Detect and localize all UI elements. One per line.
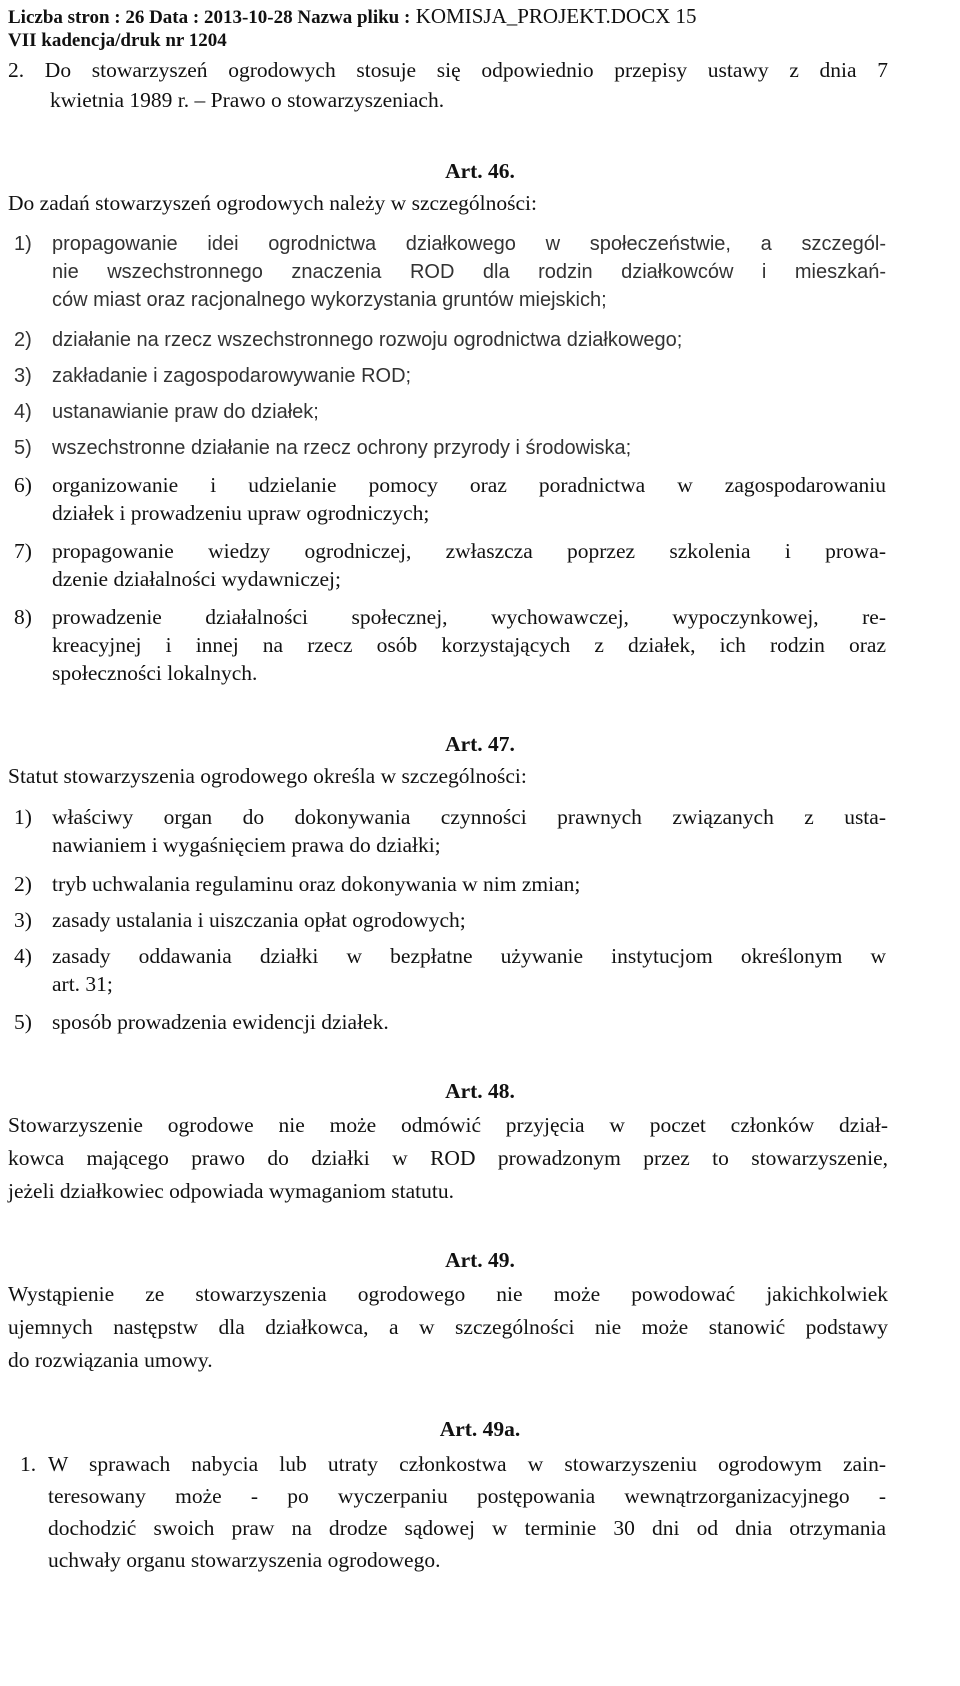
item-line: W sprawach nabycia lub utraty członkostwa w stowarzyszeniu ogrodowym zain- (48, 1452, 886, 1476)
article-46-title: Art. 46. (445, 159, 515, 183)
item-number: 1) (14, 233, 32, 255)
article-49a-point-1 (20, 1448, 886, 1576)
item-line: zasady oddawania działki w bezpłatne używanie instytucjom określonym w (52, 944, 886, 968)
item-number: 2) (14, 329, 32, 351)
item-number: 3) (14, 908, 32, 932)
item-line: tryb uchwalania regulaminu oraz dokonywania w nim zmian; (52, 872, 581, 896)
article-47-item-3 (14, 906, 886, 934)
item-number: 5) (14, 437, 32, 459)
article-49-line-2: ujemnych następstw dla działkowca, a w szczególności nie może stanowić podstawy (8, 1315, 888, 1339)
item-line: prowadzenie działalności społecznej, wychowawczej, wypoczynkowej, re- (52, 605, 886, 629)
article-46-item-7 (14, 537, 886, 593)
item-number: 1) (14, 805, 32, 829)
item-line: nawianiem i wygaśnięciem prawa do działki; (52, 833, 441, 857)
item-number: 7) (14, 539, 32, 563)
document-header-line-1 (8, 4, 908, 29)
item-line: wszechstronne działanie na rzecz ochrony przyrody i środowiska; (52, 437, 632, 459)
article-49-line-3: do rozwiązania umowy. (8, 1348, 213, 1372)
paragraph-2-line-2: kwietnia 1989 r. – Prawo o stowarzyszeniach. (50, 88, 445, 112)
item-line: zakładanie i zagospodarowywanie ROD; (52, 365, 412, 387)
paragraph-2-line-1: 2. Do stowarzyszeń ogrodowych stosuje się odpowiednio przepisy ustawy z dnia 7 (8, 58, 888, 82)
article-47-title: Art. 47. (445, 732, 515, 756)
article-47-item-4 (14, 942, 886, 998)
item-line: art. 31; (52, 972, 113, 996)
item-number: 6) (14, 473, 32, 497)
item-line: propagowanie wiedzy ogrodniczej, zwłaszcza poprzez szkolenia i prowa- (52, 539, 886, 563)
article-47-item-5 (14, 1008, 886, 1036)
item-line: działek i prowadzeniu upraw ogrodniczych; (52, 501, 430, 525)
document-header-line-2: VII kadencja/druk nr 1204 (8, 30, 227, 51)
item-number: 2) (14, 872, 32, 896)
item-number: 4) (14, 401, 32, 423)
item-number: 1. (20, 1452, 37, 1476)
item-line: organizowanie i udzielanie pomocy oraz poradnictwa w zagospodarowaniu (52, 473, 886, 497)
header-meta: Liczba stron : 26 Data : 2013-10-28 Nazwa pliku : (8, 7, 411, 28)
item-number: 4) (14, 944, 32, 968)
article-47-item-2 (14, 870, 886, 898)
item-line: ców miast oraz racjonalnego wykorzystania gruntów miejskich; (52, 289, 607, 311)
item-number: 3) (14, 365, 32, 387)
item-line: właściwy organ do dokonywania czynności prawnych związanych z usta- (52, 805, 886, 829)
item-line: zasady ustalania i uiszczania opłat ogrodowych; (52, 908, 466, 932)
article-46-item-2 (14, 326, 886, 354)
article-49-line-1: Wystąpienie ze stowarzyszenia ogrodowego nie może powodować jakichkolwiek (8, 1282, 888, 1306)
item-line: sposób prowadzenia ewidencji działek. (52, 1010, 389, 1034)
article-47-lead: Statut stowarzyszenia ogrodowego określa w szczególności: (8, 764, 527, 788)
item-line: nie wszechstronnego znaczenia ROD dla rodzin działkowców i mieszkań- (52, 261, 886, 283)
article-46-lead: Do zadań stowarzyszeń ogrodowych należy w szczególności: (8, 191, 537, 215)
item-line: teresowany może - po wyczerpaniu postępowania wewnątrzorganizacyjnego - (48, 1484, 886, 1508)
item-line: dzenie działalności wydawniczej; (52, 567, 341, 591)
article-46-item-8 (14, 603, 886, 687)
item-line: dochodzić swoich praw na drodze sądowej w terminie 30 dni od dnia otrzymania (48, 1516, 886, 1540)
item-line: kreacyjnej i innej na rzecz osób korzystających z działek, ich rodzin oraz (52, 633, 886, 657)
article-46-item-4 (14, 398, 886, 426)
article-48-line-1: Stowarzyszenie ogrodowe nie może odmówić przyjęcia w poczet członków dział- (8, 1113, 888, 1137)
item-number: 5) (14, 1010, 32, 1034)
item-line: społeczności lokalnych. (52, 661, 258, 685)
article-48-line-3: jeżeli działkowiec odpowiada wymaganiom statutu. (8, 1179, 454, 1203)
article-48-line-2: kowca mającego prawo do działki w ROD prowadzonym przez to stowarzyszenie, (8, 1146, 888, 1170)
article-46-item-1 (14, 230, 886, 314)
item-line: propagowanie idei ogrodnictwa działkowego w społeczeństwie, a szczegól- (52, 233, 886, 255)
article-46-item-5 (14, 434, 886, 462)
article-46-item-6 (14, 471, 886, 527)
item-line: ustanawianie praw do działek; (52, 401, 319, 423)
article-48-title: Art. 48. (445, 1079, 515, 1103)
article-49-title: Art. 49. (445, 1248, 515, 1272)
item-line: działanie na rzecz wszechstronnego rozwoju ogrodnictwa działkowego; (52, 329, 683, 351)
item-line: uchwały organu stowarzyszenia ogrodowego. (48, 1548, 441, 1572)
article-46-item-3 (14, 362, 886, 390)
header-file-name: KOMISJA_PROJEKT.DOCX 15 (415, 4, 697, 28)
article-47-item-1 (14, 803, 886, 859)
item-number: 8) (14, 605, 32, 629)
article-49a-title: Art. 49a. (439, 1417, 521, 1441)
